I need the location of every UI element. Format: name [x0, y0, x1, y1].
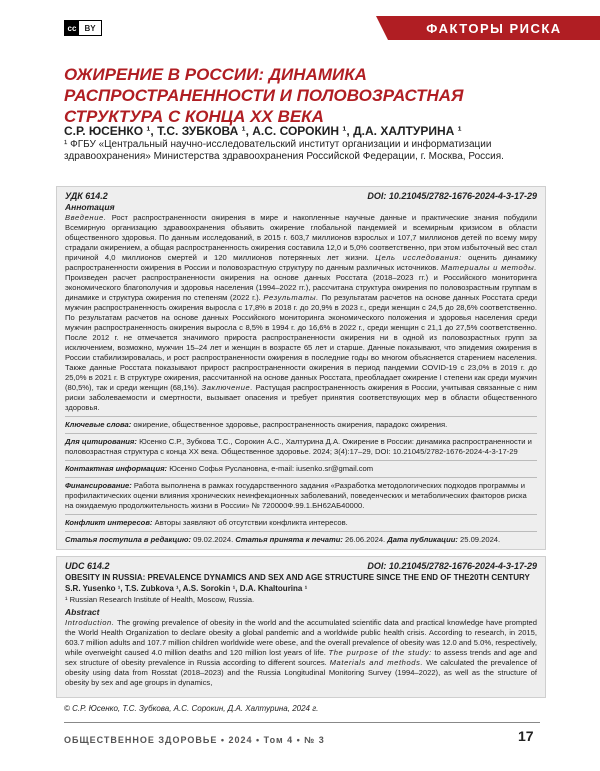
methods-text: Произведен расчет распространенности ожирения на основе данных Росстата (2018–2023 гг.) и Российского мониторинга экономического благополучия и здоровья населения (1994–2022 гг.), рассчитана структура ожирения по половозрастным группам в динамике и структура ожирения по степеням (2022 г.). [65, 273, 537, 302]
methods-label: Материалы и методы. [440, 263, 537, 272]
russian-abstract-box [56, 186, 546, 550]
intro-label: Introduction. [65, 618, 115, 627]
journal-footer: ОБЩЕСТВЕННОЕ ЗДОРОВЬЕ • 2024 • Том 4 • № 3 [64, 735, 325, 745]
conclusion-text: Растущая распространенность ожирения в России, учитывая связанные с ним риски заболеваемости и смертности, вызывает опасения и требует принятия соответствующих мер в области общественного здоровья. [65, 383, 537, 412]
intro-text: Рост распространенности ожирения в мире и накопленные научные данные и практические знания побудили Всемирную организацию здравоохранения объявить ожирение глобальной пандемией и всемирным кризисом в области общественного здоровья. По данным исследований, в 2015 г. 603,7 миллионов взрослых и 107,7 миллионов детей по всему миру страдали ожирением, а общая распространенность ожирения составила 12,0 и 5,0% соответственно, при этом избыточный вес стал причиной 4,0 миллионов смертей и 120 миллионов потерянных лет жизни. [65, 213, 537, 262]
results-label: Результаты. [263, 293, 319, 302]
udc-row [57, 557, 545, 571]
english-affiliation: ¹ Russian Research Institute of Health, Moscow, Russia. [65, 595, 255, 604]
divider [65, 514, 537, 515]
abstract-heading-row [57, 607, 545, 618]
doi-link[interactable]: DOI: 10.21045/2782-1676-2024-4-3-17-29 [367, 561, 537, 571]
published-date: 25.09.2024. [460, 535, 501, 544]
english-title: OBESITY IN RUSSIA: PREVALENCE DYNAMICS AND SEX AND AGE STRUCTURE SINCE THE END OF THE20TH CENTURY [65, 573, 530, 582]
english-authors: S.R. Yusenko ¹, T.S. Zubkova ¹, A.S. Sorokin ¹, D.A. Khaltourina ¹ [65, 584, 308, 593]
keywords-row [57, 420, 545, 430]
article-affiliation: ¹ ФГБУ «Центральный научно-исследовательский институт организации и информатизации здравоохранения» Министерства здравоохранения Российской Федерации, г. Москва, Россия. [64, 139, 504, 162]
received-date: 09.02.2024. [193, 535, 234, 544]
annotation-text [57, 213, 545, 413]
published-label: Дата публикации: [387, 535, 458, 544]
contact-row [57, 464, 545, 474]
section-tab: ФАКТОРЫ РИСКА [388, 16, 600, 40]
contact-label: Контактная информация: [65, 464, 168, 473]
annotation-heading-row [57, 202, 545, 213]
udk-row [57, 187, 545, 201]
page-header [0, 0, 600, 56]
citation-row [57, 437, 545, 457]
dates-row [57, 535, 545, 545]
copyright-notice: © С.Р. Юсенко, Т.С. Зубкова, А.С. Сорокин, Д.А. Халтурина, 2024 г. [64, 704, 319, 713]
english-abstract-box [56, 556, 546, 698]
results-text: По результатам расчетов на основе данных Росстата среди мужчин распространенность ожирения выросла с 17,8% в 2018 г. до 20,9% в 2023 г., среди женщин с 24,5 до 28,6% соответственно. По результатам расчетов на основе данных Российского мониторинга экономического положения и здоровья населения среди мужчин распространенность ожирения выросла с 8,5% в 1994 г. до 16,6% в 2022 г., среди женщин с 21,1 до 27,5% соответственно. После 2012 г. не отмечается значимого прироста распространенности ожирения ни в одной из половозрастных групп за исключением, возможно, мужчин 15–24 лет и женщин в возрасте 65 лет и старше. Данные показывают, что эпидемия ожирения в России стабилизировалась, и рост распространенности ожирения в последние годы во многом объясняется старением населения. Также данные Росстата показывают прирост распространенности ожирения в период пандемии COVID-19 с 23,0% в 2019 г. до 25,0% в 2021 г. В структуре ожирения, рассчитанной на основе данных Росстата, преобладает ожирение I степени как среди мужчин (80,5%), так и среди женщин (68,1%). [65, 293, 537, 392]
divider [65, 416, 537, 417]
divider [65, 477, 537, 478]
citation-label: Для цитирования: [65, 437, 137, 446]
intro-label: Введение. [65, 213, 107, 222]
keywords-text: ожирение, общественное здоровье, распространенность ожирения, парадокс ожирения. [133, 420, 448, 429]
contact-text[interactable]: Юсенко Софья Руслановна, e-mail: iusenko.sr@gmail.com [169, 464, 374, 473]
abstract-text [57, 618, 545, 688]
keywords-label: Ключевые слова: [65, 420, 132, 429]
aim-text: оценить динамику распространенности ожирения в России и половозрастную структуру по данным различных источников. [65, 253, 537, 272]
footer-divider [64, 722, 540, 723]
page-number: 17 [518, 728, 534, 744]
accepted-label: Статья принята к печати: [235, 535, 343, 544]
by-logo-label: BY [84, 23, 96, 33]
conclusion-label: Заключение. [201, 383, 254, 392]
article-authors: С.Р. ЮСЕНКО ¹, Т.С. ЗУБКОВА ¹, А.С. СОРОКИН ¹, Д.А. ХАЛТУРИНА ¹ [64, 124, 462, 138]
methods-text: We calculated the prevalence of obesity using data from Rosstat (2018–2023) and the Russia Longitudinal Monitoring Survey (1994–2022), as well as the structure of obesity by sex and age groups in dynamics, [65, 658, 537, 687]
methods-label: Materials and methods. [329, 658, 424, 667]
accepted-date: 26.06.2024. [345, 535, 386, 544]
cc-logo-label: cc [65, 21, 79, 35]
article-title: ОЖИРЕНИЕ В РОССИИ: ДИНАМИКА РАСПРОСТРАНЕННОСТИ И ПОЛОВОЗРАСТНАЯ СТРУКТУРА С КОНЦА XX ВЕКА [64, 65, 464, 126]
purpose-label: The purpose of the study: [328, 648, 432, 657]
divider [65, 460, 537, 461]
funding-text: Работа выполнена в рамках государственного задания «Разработка методологических подходов программы и профилактических оценки влияния хронических неинфекционных заболеваний, поведенческих и метаболических факторов риска на ожидаемую продолжительность жизни в России» № 720000Ф.99.1.БН62АБ40000. [65, 481, 527, 510]
divider [65, 433, 537, 434]
conflict-label: Конфликт интересов: [65, 518, 153, 527]
udk-code: УДК 614.2 [65, 191, 108, 201]
purpose-text: to assess trends and age and sex structure of obesity prevalence in Russia according to different sources. [65, 648, 537, 667]
divider [65, 531, 537, 532]
funding-row [57, 481, 545, 511]
doi-link[interactable]: DOI: 10.21045/2782-1676-2024-4-3-17-29 [367, 191, 537, 201]
udc-code: UDC 614.2 [65, 561, 110, 571]
citation-text: Юсенко С.Р., Зубкова Т.С., Сорокин А.С., Халтурина Д.А. Ожирение в России: динамика распространенности и половозрастная структура с конца XX века. Общественное здоровье. 2024; 3(4):17–29, DOI: 10.21045/2782-1676-2024-4-3-17-29 [65, 437, 532, 456]
funding-label: Финансирование: [65, 481, 132, 490]
cc-license-icon[interactable] [64, 20, 102, 36]
abstract-label: Abstract [65, 607, 100, 617]
aim-label: Цель исследования: [375, 253, 462, 262]
conflict-text: Авторы заявляют об отсутствии конфликта интересов. [154, 518, 348, 527]
conflict-row [57, 518, 545, 528]
received-label: Статья поступила в редакцию: [65, 535, 191, 544]
annotation-label: Аннотация [65, 202, 115, 212]
intro-text: The growing prevalence of obesity in the world and the accumulated scientific data and practical knowledge have prompted the World Health Organization to declare obesity a global pandemic and a worldwide public health crisis. According to research, in 2015, 603.7 million adults and 107.7 million children worldwide were obese, and the overall prevalence of obesity was 12.0 and 5.0%, respectively, while overweight caused 4.0 million deaths and 120 million lost years of life. [65, 618, 537, 657]
